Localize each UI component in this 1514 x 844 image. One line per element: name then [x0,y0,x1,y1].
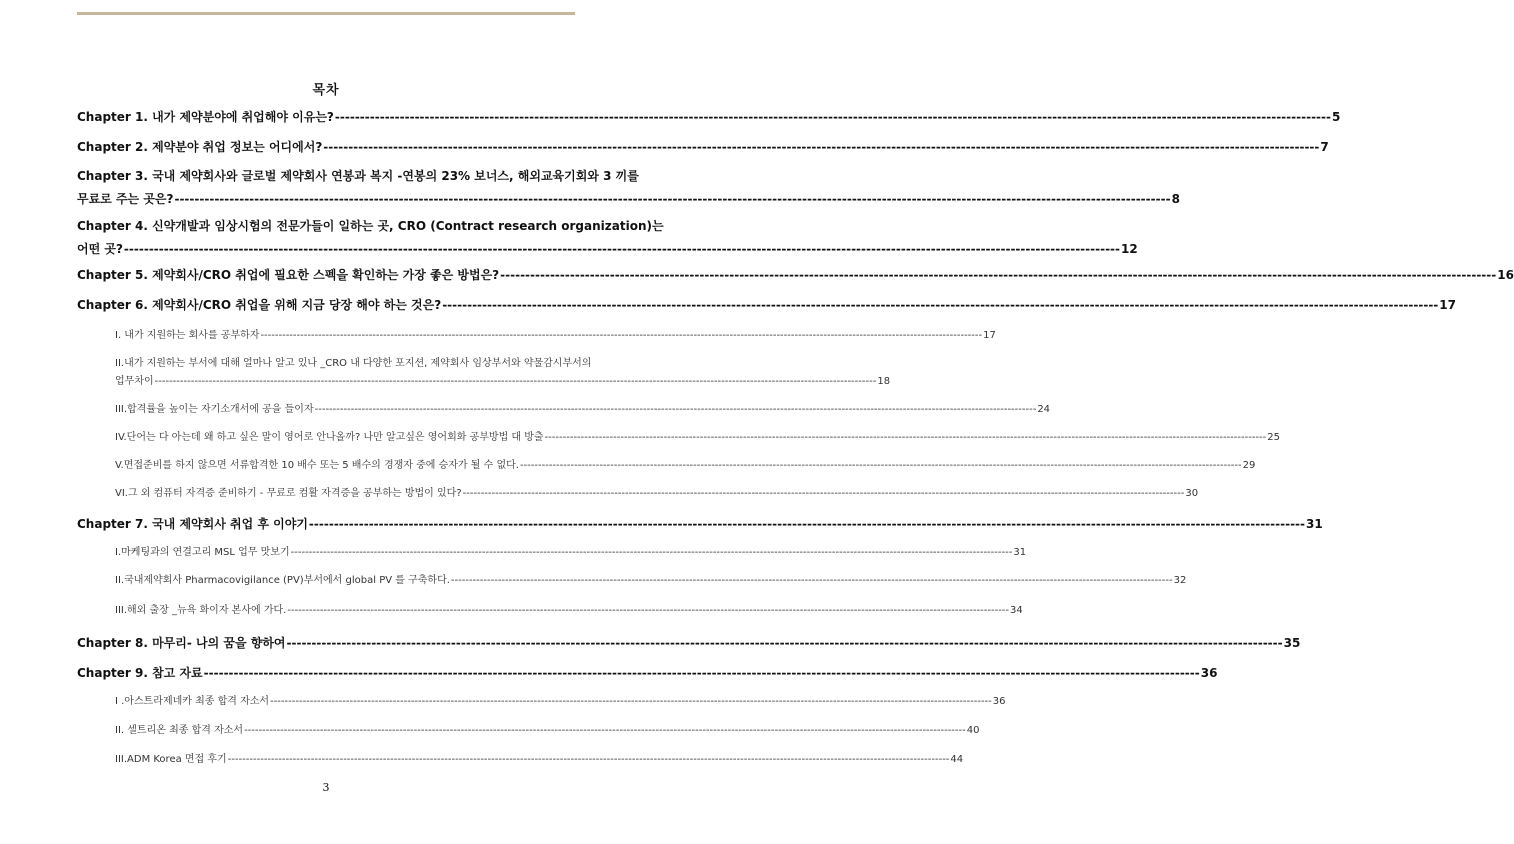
toc-entry-text: I.마케팅과의 연결고리 MSL 업무 맛보기 [115,547,290,558]
toc-entry-text: I. 내가 지원하는 회사를 공부하자 [115,330,260,341]
toc-entry-text: II.국내제약회사 Pharmacovigilance (PV)부서에서 global PV 를 구축하다. [115,575,450,586]
toc-subentry-6-3[interactable] [115,404,1051,415]
toc-entry-text-continued: 업무차이 [115,376,154,387]
dot-leader: -------------------------------------------------------------------------------------------------------------------------------------------------------------------------------------------------------- [244,725,966,736]
toc-entry-text: Chapter 2. 제약분야 취업 정보는 어디에서? [77,140,323,154]
toc-entry-text: Chapter 3. 국내 제약회사와 글로벌 제약회사 연봉과 복지 -연봉의 23% 보너스, 해외교육기회와 3 끼를 [77,169,639,183]
toc-entry-text: II. 셀트리온 최종 합격 자소서 [115,725,244,736]
page-number: 3 [322,781,330,794]
dot-leader: -------------------------------------------------------------------------------------------------------------------------------------------------------------------------------------------------------- [334,110,1331,124]
dot-leader: -------------------------------------------------------------------------------------------------------------------------------------------------------------------------------------------------------- [442,298,1439,312]
toc-subentry-9-3[interactable] [115,754,964,765]
dot-leader: -------------------------------------------------------------------------------------------------------------------------------------------------------------------------------------------------------- [323,140,1320,154]
dot-leader: -------------------------------------------------------------------------------------------------------------------------------------------------------------------------------------------------------- [227,754,950,765]
toc-subentry-6-2[interactable] [115,358,891,387]
dot-leader: -------------------------------------------------------------------------------------------------------------------------------------------------------------------------------------------------------- [519,460,1242,471]
toc-entry-text: Chapter 6. 제약회사/CRO 취업을 위해 지금 당장 해야 하는 것은? [77,298,442,312]
toc-page-number: 7 [1320,140,1329,154]
toc-entry-text: Chapter 5. 제약회사/CRO 취업에 필요한 스펙을 확인하는 가장 좋은 방법은? [77,268,500,282]
toc-page-number: 25 [1267,432,1280,443]
toc-page-number: 29 [1242,460,1256,471]
toc-page-number: 31 [1306,517,1323,531]
toc-entry-text: III.해외 출장 _뉴욕 화이자 본사에 가다. [115,605,287,616]
dot-leader: -------------------------------------------------------------------------------------------------------------------------------------------------------------------------------------------------------- [270,696,992,707]
toc-page-number: 5 [1331,110,1341,124]
toc-entry-text: I .아스트라제네카 최종 합격 자소서 [115,696,270,707]
dot-leader: -------------------------------------------------------------------------------------------------------------------------------------------------------------------------------------------------------- [174,192,1171,206]
toc-page-number: 40 [966,725,980,736]
dot-leader: -------------------------------------------------------------------------------------------------------------------------------------------------------------------------------------------------------- [260,330,983,341]
toc-page-number: 17 [1439,298,1456,312]
toc-entry-text: Chapter 9. 참고 자료 [77,666,203,680]
toc-entry-text: Chapter 1. 내가 제약분야에 취업해야 이유는? [77,110,334,124]
toc-subentry-6-1[interactable] [115,330,996,341]
toc-entry-text-continued: 어떤 곳? [77,242,123,256]
toc-entry-text: Chapter 4. 신약개발과 임상시험의 전문가들이 일하는 곳, CRO (Contract research organization)는 [77,219,664,233]
toc-entry-text: II.내가 지원하는 부서에 대해 얼마나 알고 있나 _CRO 내 다양한 포지션, 제약회사 임상부서와 약물감시부서의 [115,358,592,369]
dot-leader: -------------------------------------------------------------------------------------------------------------------------------------------------------------------------------------------------------- [203,666,1200,680]
toc-page-number: 36 [992,696,1006,707]
toc-entry-chapter-2[interactable] [77,140,1329,154]
toc-page-number: 17 [983,330,996,341]
toc-entry-text: III.ADM Korea 면접 후기 [115,754,227,765]
toc-page-number: 34 [1010,605,1023,616]
toc-page-number: 24 [1037,404,1051,415]
toc-entry-chapter-7[interactable] [77,517,1323,531]
toc-page-number: 44 [950,754,964,765]
toc-entry-text: IV.단어는 다 아는데 왜 하고 싶은 말이 영어로 안나올까? 나만 알고싶은 영어회화 공부방법 대 방출 [115,432,544,443]
dot-leader: -------------------------------------------------------------------------------------------------------------------------------------------------------------------------------------------------------- [287,605,1010,616]
dot-leader: -------------------------------------------------------------------------------------------------------------------------------------------------------------------------------------------------------- [462,488,1185,499]
toc-entry-text: Chapter 8. 마무리- 나의 꿈을 향하여 [77,636,286,650]
dot-leader: -------------------------------------------------------------------------------------------------------------------------------------------------------------------------------------------------------- [544,432,1267,443]
toc-page-number: 8 [1171,192,1180,206]
toc-page-number: 35 [1283,636,1301,650]
toc-entry-chapter-4[interactable] [77,219,1138,256]
toc-entry-chapter-6[interactable] [77,298,1456,312]
dot-leader: -------------------------------------------------------------------------------------------------------------------------------------------------------------------------------------------------------- [450,575,1173,586]
toc-page-number: 32 [1173,575,1187,586]
dot-leader: -------------------------------------------------------------------------------------------------------------------------------------------------------------------------------------------------------- [314,404,1037,415]
toc-entry-text-continued: 무료로 주는 곳은? [77,192,174,206]
toc-entry-text: VI.그 외 컴퓨터 자격증 준비하기 - 무료로 컴활 자격증을 공부하는 방법이 있다? [115,488,462,499]
toc-subentry-7-3[interactable] [115,605,1023,616]
toc-page-number: 30 [1185,488,1199,499]
toc-page-number: 18 [877,376,891,387]
toc-subentry-7-2[interactable] [115,575,1187,586]
toc-page-number: 36 [1200,666,1218,680]
toc-page-number: 16 [1497,268,1514,282]
toc-entry-text: Chapter 7. 국내 제약회사 취업 후 이야기 [77,517,308,531]
toc-subentry-6-5[interactable] [115,460,1256,471]
dot-leader: -------------------------------------------------------------------------------------------------------------------------------------------------------------------------------------------------------- [290,547,1013,558]
toc-entry-text: III.합격률을 높이는 자기소개서에 공을 들이자 [115,404,314,415]
toc-page-number: 31 [1013,547,1027,558]
toc-entry-chapter-3[interactable] [77,169,1180,206]
toc-entry-chapter-1[interactable] [77,110,1341,124]
dot-leader: -------------------------------------------------------------------------------------------------------------------------------------------------------------------------------------------------------- [308,517,1306,531]
toc-subentry-9-2[interactable] [115,725,980,736]
toc-entry-text: V.면접준비를 하지 않으면 서류합격한 10 배수 또는 5 배수의 경쟁자 중에 승자가 될 수 없다. [115,460,519,471]
toc-entry-chapter-9[interactable] [77,666,1218,680]
toc-entry-chapter-5[interactable] [77,268,1514,282]
toc-page-number: 12 [1121,242,1138,256]
dot-leader: -------------------------------------------------------------------------------------------------------------------------------------------------------------------------------------------------------- [500,268,1497,282]
toc-subentry-9-1[interactable] [115,696,1006,707]
toc-title: 목차 [312,83,340,98]
toc-subentry-6-6[interactable] [115,488,1199,499]
toc-entry-chapter-8[interactable] [77,636,1301,650]
dot-leader: -------------------------------------------------------------------------------------------------------------------------------------------------------------------------------------------------------- [286,636,1283,650]
dot-leader: -------------------------------------------------------------------------------------------------------------------------------------------------------------------------------------------------------- [154,376,877,387]
toc-subentry-6-4[interactable] [115,432,1280,443]
dot-leader: -------------------------------------------------------------------------------------------------------------------------------------------------------------------------------------------------------- [123,242,1121,256]
toc-subentry-7-1[interactable] [115,547,1027,558]
